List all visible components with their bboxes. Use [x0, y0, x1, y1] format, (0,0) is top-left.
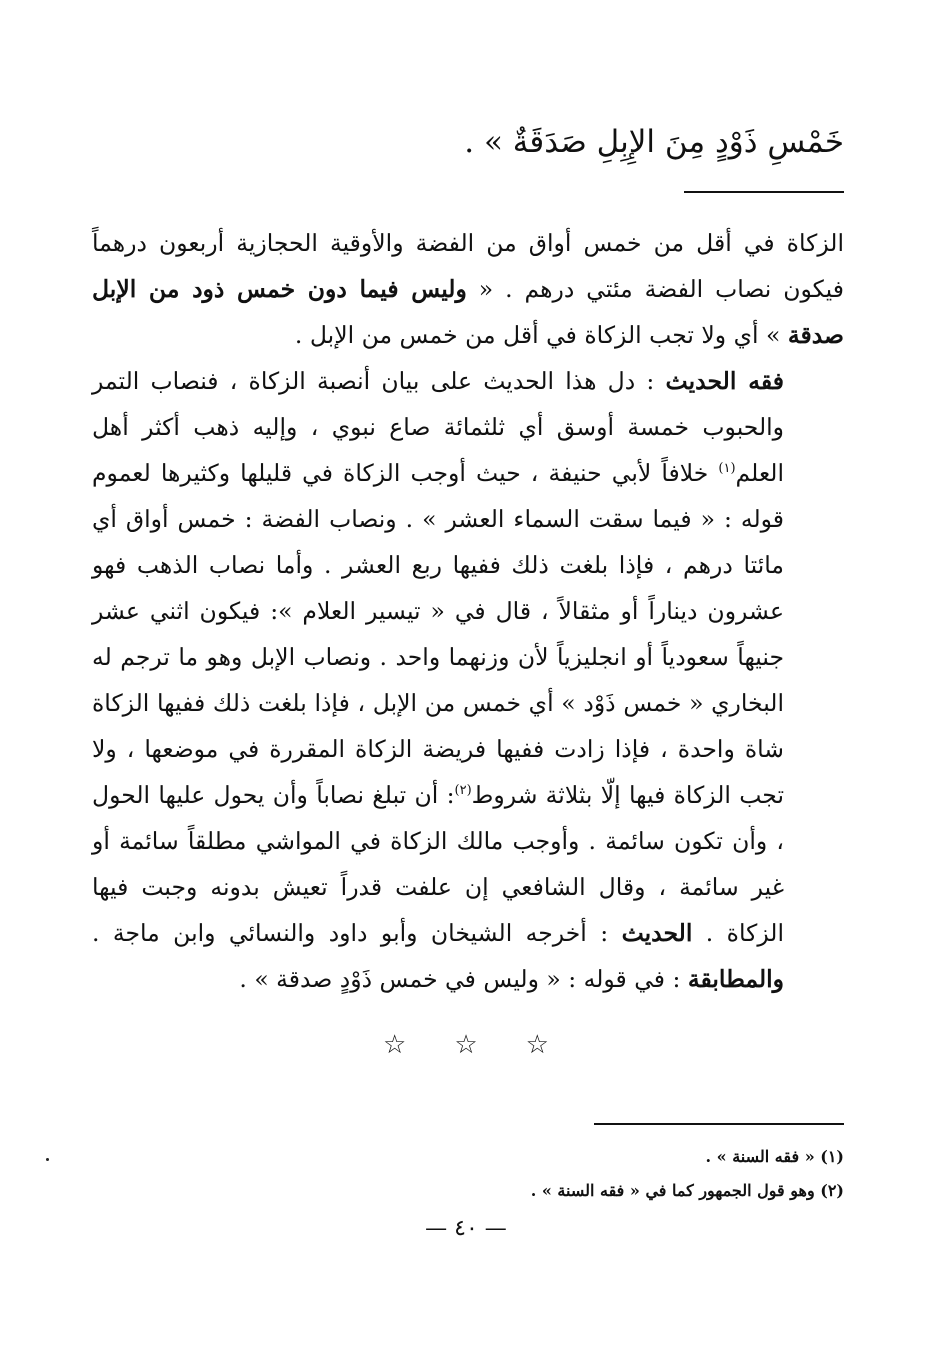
footnote-divider [594, 1123, 844, 1125]
footnote-ref-1: (١) [718, 461, 736, 477]
paragraph-1-text-b: » أي ولا تجب الزكاة في أقل من خمس من الإبل . [294, 321, 788, 349]
paragraph-2-text-d: : أخرجه الشيخان وأبو داود والنسائي وابن ماجة . [92, 919, 622, 947]
paragraph-1-text-a: الزكاة في أقل من خمس أواق من الفضة والأوقية الحجازية أربعون درهماً فيكون نصاب الفضة مئتي درهم . « [92, 229, 844, 303]
scan-speck [46, 1158, 49, 1161]
hadith-quote-bold: وليس فيما دون خمس ذود من الإبل صدقة [92, 275, 844, 349]
paragraph-2-text-c: : أن تبلغ نصاباً وأن يحول عليها الحول ، وأن تكون سائمة . وأوجب مالك الزكاة في المواشي مطلقاً سائمة أو غير سائمة ، وقال الشافعي إن علفت قدراً تعيش بدونه وجبت فيها الزكاة . [92, 781, 784, 947]
paragraph-1 [92, 220, 844, 358]
section-separator-stars [0, 1030, 932, 1060]
star-icon: ☆ [383, 1030, 407, 1060]
star-icon: ☆ [525, 1030, 549, 1060]
header-verse: خَمْسِ ذَوْدٍ مِنَ الإِبِلِ صَدَقَةٌ » . [464, 124, 844, 160]
footnote-ref-2: (٢) [454, 783, 472, 799]
paragraph-2-text-a: : دل هذا الحديث على بيان أنصبة الزكاة ، فنصاب التمر والحبوب خمسة أوسق أي ثلثمائة صاع نبوي ، وإليه ذهب أكثر أهل العلم [92, 367, 784, 487]
footnote-2: (٢) وهو قول الجمهور كما في « فقه السنة » . [530, 1181, 844, 1200]
paragraph-2 [92, 358, 844, 1002]
heading-al-mutabaqa: والمطابقة [687, 965, 784, 993]
star-icon: ☆ [454, 1030, 478, 1060]
footnote-1: (١) « فقه السنة » . [705, 1147, 844, 1166]
heading-al-hadith: الحديث [621, 919, 693, 947]
footnotes [120, 1140, 844, 1208]
heading-fiqh-al-hadith: فقه الحديث [665, 367, 784, 395]
main-text [92, 220, 844, 1002]
paragraph-2-text-b: خلافاً لأبي حنيفة ، حيث أوجب الزكاة في قليلها وكثيرها لعموم قوله : « فيما سقت السماء العشر » . ونصاب الفضة : خمس أواق أي مائتا درهم ، فإذا بلغت ذلك ففيها ربع العشر . وأما نصاب الذهب فهو عشرون ديناراً أو مثقالاً ، قال في « تيسير العلام »: فيكون اثني عشر جنيهاً سعودياً أو انجليزياً لأن وزنهما واحد . ونصاب الإبل وهو ما ترجم له البخاري « خمس ذَوْد » أي خمس من الإبل ، فإذا بلغت ذلك ففيها الزكاة شاة واحدة ، فإذا زادت ففيها فريضة الزكاة المقررة في موضعها ، ولا تجب الزكاة فيها إلّا بثلاثة شروط [92, 459, 784, 809]
top-divider [684, 191, 844, 193]
page-number: — ٤٠ — [425, 1216, 507, 1241]
paragraph-2-text-e: : في قوله : « وليس في خمس ذَوْدٍ صدقة » . [239, 965, 688, 993]
